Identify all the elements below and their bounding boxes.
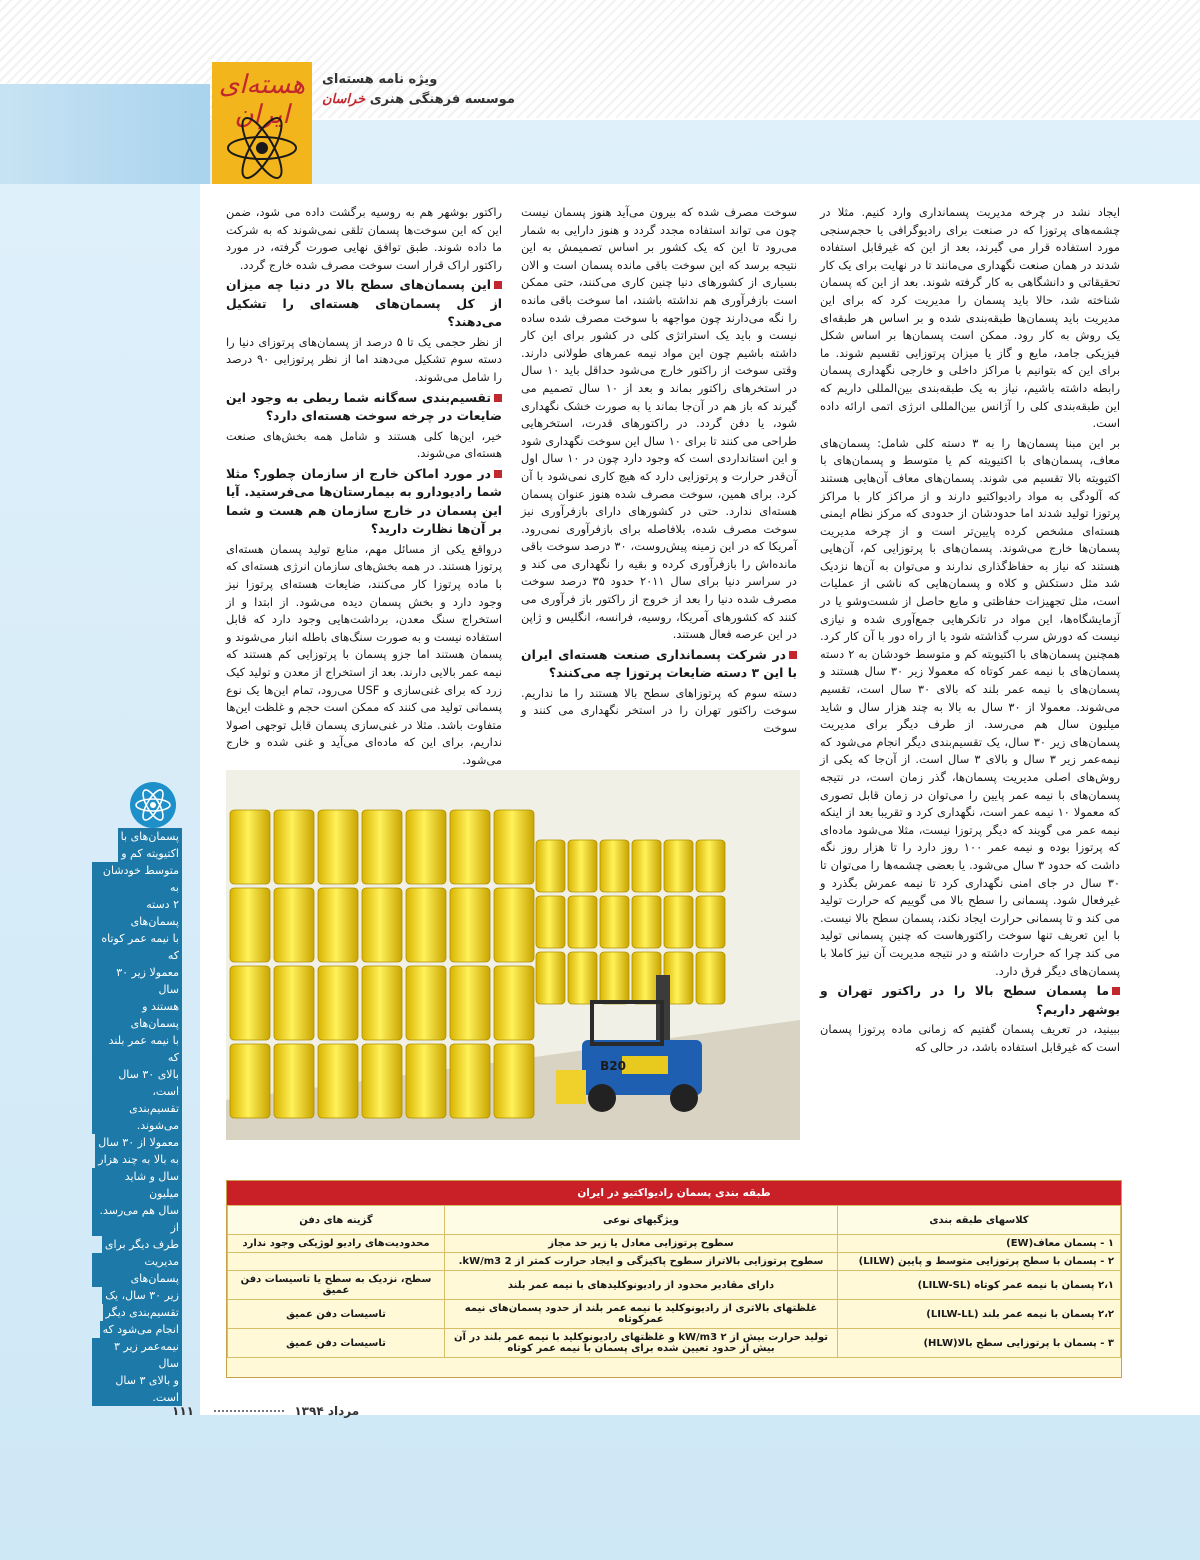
barrel — [230, 1044, 270, 1118]
table-row — [228, 1329, 1121, 1358]
sidebar-line: ۲ دسته پسمان‌های — [92, 896, 182, 930]
barrel — [568, 952, 597, 1004]
column3-answer-3: درواقع یکی از مسائل مهم، منابع تولید پسمان هسته‌ای پرتوزا هستند. در همه بخش‌های سازمان انرژی هسته‌ای که با ماده پرتوزا کار می‌کنند، ضایعات هسته‌ای پرتوزا نیز وجود دارد و بخش پسمان دیده می‌شود. از ابتدا و از استخراج سنگ معدن، برداشت‌هایی وجود دارد که قابل استفاده نیست و به صورت سنگ‌های باطله انبار می‌شوند و پسمان هستند اما جزو پسمان با پرتوزایی کم هستند که نیمه عمر بالایی دارند. بعد از استخراج از معدن و تولید کیک زرد که برای غنی‌سازی و USF می‌رود، تمام این‌ها یک نوع پسمانی تولید می کنند که ممکن است حجم و غلظت این‌ها متفاوت باشد. مثلا در غنی‌سازی پسمان قابل توجهی اصولا نداریم، برای این که ماده‌ای می‌آید و غنی شده و خارج می‌شود. — [226, 541, 502, 767]
barrel — [362, 810, 402, 884]
table-cell-disposal: تاسیسات دفن عمیق — [228, 1329, 445, 1358]
column2-question — [521, 646, 797, 683]
question-marker-icon — [1112, 987, 1120, 995]
barrel — [664, 840, 693, 892]
column3-question-3-text: در مورد اماکن خارج از سازمان چطور؟ مثلا شما رادیودارو به بیمارستان‌ها می‌فرستید. آیا این پسمان در خارج سازمان هم هست و شما بر آن‌ها نظارت دارید؟ — [226, 465, 502, 537]
barrel — [230, 810, 270, 884]
forklift-label: B20 — [600, 1059, 626, 1073]
column2-question-text: در شرکت پسمانداری صنعت هسته‌ای ایران با این ۳ دسته ضایعات پرتوزا چه می‌کنند؟ — [521, 646, 797, 681]
sidebar-atom-icon — [130, 782, 176, 828]
atom-icon — [224, 116, 300, 180]
barrel — [632, 840, 661, 892]
barrel — [318, 810, 358, 884]
sidebar-line: متوسط خودشان به — [92, 862, 182, 896]
barrel — [568, 840, 597, 892]
column3-question-2 — [226, 389, 502, 426]
barrel — [664, 896, 693, 948]
barrel — [274, 966, 314, 1040]
barrel — [406, 1044, 446, 1118]
barrel — [632, 896, 661, 948]
barrel — [696, 840, 725, 892]
barrel — [362, 1044, 402, 1118]
barrel — [600, 840, 629, 892]
sidebar-line: نیمه‌عمر زیر ۳ سال — [92, 1338, 182, 1372]
barrel — [450, 810, 490, 884]
column3-question-1 — [226, 276, 502, 332]
barrel — [230, 966, 270, 1040]
column3-answer-1: از نظر حجمی یک تا ۵ درصد از پسمان‌های پرتوزای دنیا را دسته سوم تشکیل می‌دهند اما از نظر پرتوزایی ۹۰ درصد را شامل می‌شوند. — [226, 334, 502, 385]
sidebar-line: طرف دیگر برای — [102, 1236, 182, 1253]
barrel — [274, 1044, 314, 1118]
table-cell-property: تولید حرارت بیش از kW/m3 ۲ و غلظتهای رادیونوکلید با نیمه عمر بلند در آن بیش از حدود تعیین شده برای پسمان با نیمه عمر کوتاه — [445, 1329, 838, 1358]
barrel — [318, 966, 358, 1040]
barrel — [450, 888, 490, 962]
column1-paragraph-1: ایجاد نشد در چرخه مدیریت پسمانداری وارد کنیم. مثلا در چشمه‌های پرتوزا که در صنعت برای رادیوگرافی یا حجم‌سنجی مورد استفاده قرار می گیرند، بعد از این که غیرقابل استفاده شدند در همان صنعت نگهداری می‌مانند تا در نهایت برای یک کار تحقیقاتی و دانشگاهی به کار گرفته شوند. بعد از این که پسمان شناخته شد، حالا باید پسمان را مدیریت کرد که برای این مدیریت باید پسمان‌ها طبقه‌بندی شده و بر اساس هر طبقه‌ای یک روش به کار رود. ممکن است پسمان‌ها بر اساس شکل فیزیکی جامد، مایع و گاز یا میزان پرتوزایی تقسیم شوند. ما برای این که بتوانیم با مراکز داخلی و خارجی نگهداری پسمان رابطه داشته باشیم، نیاز به یک طبقه‌بندی بین‌المللی داریم که این طبقه‌بندی کلی را آژانس بین‌المللی انرژی اتمی ارائه داده است. — [820, 205, 1120, 431]
radioactive-waste-table — [226, 1180, 1122, 1378]
sidebar-line: پسمان‌های با — [118, 828, 182, 845]
table-cell-disposal: تاسیسات دفن عمیق — [228, 1300, 445, 1329]
article-column-1 — [820, 204, 1120, 1058]
sidebar-line: بالای ۳۰ سال است، — [92, 1066, 182, 1100]
table-row — [228, 1253, 1121, 1271]
sidebar-line: هستند و پسمان‌های — [92, 998, 182, 1032]
barrel — [494, 966, 534, 1040]
table-cell-class: ۲ - پسمان با سطح پرتوزایی متوسط و پایین (LILW) — [838, 1253, 1121, 1271]
column1-paragraph-2: بر این مبنا پسمان‌ها را به ۳ دسته کلی شامل: پسمان‌های معاف، پسمان‌های با اکتیویته کم یا متوسط و پسمان‌های با اکتیویته بالا تقسیم می شوند. پسمان‌های معاف آن‌هایی هستند که آلودگی به مواد رادیواکتیو دارند و از مراکز کار با مراکز پرتوزا تولید شدند اما حدودشان از حدودی که مرکز نظام ایمنی هسته‌ای مشخص کرده پایین‌تر است و از چرخه مدیریت پسمان‌ها خارج می‌شوند. پسمان‌های با پرتوزایی کم، آن‌هایی هستند که نیاز به حفاظ‌گذاری ندارند و می‌توان به آن‌ها نزدیک شد مثل دستکش و کلاه و پسمان‌هایی که ناشی از عملیات است، مثل تجهیزات حفاظتی و مایع حاصل از شست‌وشو یا در آزمایشگاه‌ها، این مواد در تانکرهایی جمع‌آوری شده و نیازی نیست که دورش سرب گذاشته شود یا از راه دور با آن کار کرد. همچنین پسمان‌های با اکتیویته کم و متوسط خودشان به ۲ دسته پسمان‌های با نیمه عمر کوتاه که معمولا زیر ۳۰ سال هستند و پسمان‌های با نیمه عمر بلند که بالای ۳۰ سال است، تقسیم می‌شوند. معمولا از ۳۰ سال به بالا به چند هزار سال و شاید میلیون سال هم می‌رسد. از طرف دیگر برای مدیریت پسمان‌های زیر ۳۰ سال، یک تقسیم‌بندی دیگر انجام می‌شود که نیمه‌عمر زیر ۳ سال و بالای ۳ سال است. از آن‌جا که یکی از روش‌های اصلی مدیریت پسمان‌ها، گذر زمان است، در نتیجه پسمان‌های با نیمه عمر پایین را می‌توان در زمان قابل تصوری که معمولا ۱۰ نیمه عمر است، نگهداری کرد و تقریبا بعد از اینکه نیمه عمر می گویند که دیگر پرتوزا نیست، مثلا می‌شود ماده‌ای که پرتوزا بوده و نیمه عمر ۱۰۰ روز دارد را تا هزار روز نگه داشت که حدود ۳ سال می‌شود. یا بعضی چشمه‌ها را می‌توان تا ۳۰ سال در جای امنی نگهداری کرد تا نیمه عمرش بگذرد و غیرفعال شود. پسمانی را سطح بالا می گوییم که حرارت تولید می کند و تا پسمانی حرارت ایجاد نکند، پسمان سطح بالا نیست. با این تعریف تنها سوخت راکتورهاست که چنین پسمانی تولید می کند چرا که حرارت داشته و در نتیجه مدیریت آن نیز کاملا با پسمان‌های دیگر فرق دارد. — [820, 435, 1121, 978]
issue-date: مرداد ۱۳۹۴ — [294, 1404, 360, 1418]
question-marker-icon — [789, 651, 797, 659]
barrel — [318, 888, 358, 962]
question-marker-icon — [494, 470, 502, 478]
table-cell-property: سطوح پرتوزایی معادل یا زیر حد مجاز — [445, 1235, 838, 1253]
barrel — [568, 896, 597, 948]
barrel — [362, 966, 402, 1040]
barrel — [450, 1044, 490, 1118]
table-row — [228, 1300, 1121, 1329]
barrel — [600, 896, 629, 948]
barrel — [230, 888, 270, 962]
sidebar-line: معمولا از ۳۰ سال — [95, 1134, 182, 1151]
magazine-logo — [212, 62, 312, 184]
column3-answer-2: خیر، این‌ها کلی هستند و شامل همه بخش‌های صنعت هسته‌ای می‌شوند. — [226, 428, 502, 461]
barrel — [536, 952, 565, 1004]
barrel — [536, 840, 565, 892]
barrel — [536, 896, 565, 948]
table-row — [228, 1235, 1121, 1253]
sidebar-pull-quote — [92, 828, 182, 1406]
barrel — [362, 888, 402, 962]
table-cell-disposal: سطح، نزدیک به سطح یا تاسیسات دفن عمیق — [228, 1271, 445, 1300]
column2-tail: دسته سوم که پرتوزاهای سطح بالا هستند را ما نداریم. سوخت راکتور تهران را در استخر نگهداری می کنند و سوخت — [521, 685, 797, 736]
warehouse-barrels-photo — [226, 770, 800, 1140]
barrel — [600, 952, 629, 1004]
barrel — [274, 888, 314, 962]
column3-question-2-text: تقسیم‌بندی سه‌گانه شما ربطی به وجود این ضایعات در چرخه سوخت هسته‌ای دارد؟ — [226, 389, 502, 424]
barrel — [450, 966, 490, 1040]
publisher-accent: خراسان — [322, 92, 366, 107]
sidebar-line: مدیریت پسمان‌های — [92, 1253, 182, 1287]
table-row — [228, 1271, 1121, 1300]
table-cell-class: ۳ - پسمان با پرتوزایی سطح بالا(HLW) — [838, 1329, 1121, 1358]
sidebar-line: به بالا به چند هزار — [95, 1151, 182, 1168]
sidebar-line: و بالای ۳ سال است. — [92, 1372, 182, 1406]
publisher-prefix: موسسه فرهنگی هنری — [365, 92, 515, 107]
barrel — [494, 888, 534, 962]
classification-table — [227, 1205, 1121, 1358]
column1-question — [820, 982, 1120, 1019]
column3-question-1-text: این پسمان‌های سطح بالا در دنیا چه میزان از کل پسمان‌های هسته‌ای را تشکیل می‌دهند؟ — [226, 277, 502, 330]
sidebar-line: با نیمه عمر کوتاه که — [92, 930, 182, 964]
question-marker-icon — [494, 281, 502, 289]
table-cell-class: ۲،۱ پسمان با نیمه عمر کوتاه (LILW-SL) — [838, 1271, 1121, 1300]
column1-tail: ببینید، در تعریف پسمان گفتیم که زمانی ماده پرتوزا پسمان است که غیرقابل استفاده باشد، در حالی که — [820, 1022, 1120, 1054]
column1-question-text: ما پسمان سطح بالا را در راکتور تهران و بوشهر داریم؟ — [820, 983, 1120, 1017]
table-cell-property: غلظتهای بالاتری از رادیونوکلید با نیمه عمر بلند از حدود پسمان‌های نیمه عمرکوتاه — [445, 1300, 838, 1329]
special-issue-title: ویژه نامه هسته‌ای — [322, 72, 438, 87]
barrel — [406, 888, 446, 962]
page-number: ۱۱۱ — [172, 1404, 194, 1418]
table-cell-class: ۲،۲ پسمان با نیمه عمر بلند (LILW-LL) — [838, 1300, 1121, 1329]
article-column-2 — [521, 204, 797, 740]
sidebar-line: با نیمه عمر بلند که — [92, 1032, 182, 1066]
page-footer — [172, 1404, 359, 1418]
table-header-row — [228, 1206, 1121, 1235]
column3-intro: راکتور بوشهر هم به روسیه برگشت داده می شود، ضمن این که این سوخت‌ها پسمان تلقی نمی‌شوند که به شرکت ما داده شوند. طبق توافق نهایی صورت گرفته، در مورد راکتور اراک قرار است سوخت مصرف شده خارج گردد. — [226, 205, 502, 272]
sidebar-line: تقسیم‌بندی دیگر — [103, 1304, 182, 1321]
table-cell-disposal: محدودیت‌های رادیو لوژیکی وجود ندارد — [228, 1235, 445, 1253]
table-cell-property: سطوح پرتوزایی بالاتراز سطوح پاکیزگی و ایجاد حرارت کمتر از kW/m3 2. — [445, 1253, 838, 1271]
sidebar-line: انجام می‌شود که — [100, 1321, 182, 1338]
column3-question-3 — [226, 465, 502, 539]
question-marker-icon — [494, 394, 502, 402]
logo-script-text: هسته‌ای ایران — [218, 70, 306, 130]
table-cell-class: ۱ - پسمان معاف(EW) — [838, 1235, 1121, 1253]
barrels-illustration — [226, 770, 800, 1140]
header-classes: کلاسهای طبقه بندی — [838, 1206, 1121, 1235]
sidebar-line: سال هم می‌رسد. از — [92, 1202, 182, 1236]
header-properties: ویژگیهای نوعی — [445, 1206, 838, 1235]
sidebar-line: زیر ۳۰ سال، یک — [102, 1287, 182, 1304]
table-cell-property: دارای مقادیر محدود از رادیونوکلیدهای با نیمه عمر بلند — [445, 1271, 838, 1300]
barrel — [318, 1044, 358, 1118]
barrel — [274, 810, 314, 884]
barrel — [406, 810, 446, 884]
barrel — [494, 810, 534, 884]
column2-paragraph: سوخت مصرف شده که بیرون می‌آید هنوز پسمان نیست چون می تواند استفاده مجدد گردد و هنوز دارایی به شمار می‌رود تا این که یک کشور بر اساس تصمیمش به این نتیجه برسد که این سوخت باقی مانده پسمان است و الان بسیاری از کشورهای دنیا چنین کاری می‌کنند، حتی ممکن است بازفرآوری هم نداشته باشند، اما سوخت باقی مانده را نگه می‌دارند چون مواجهه با سوخت مصرف شده ساده نیست و باید یک استراتژی کلی در کشور برای این کار داشته باشیم چون این مواد نیمه عمرهای طولانی دارند. وقتی سوخت از راکتور خارج می‌شود حداقل باید ۱۰ سال در استخرهای راکتور بماند و بعد از ۱۰ سال تصمیم می گیرند که باز هم در آن‌جا بماند یا به صورت خشک نگهداری شود، یا دفن گردد. در راکتورهای قدرت، استخرهایی طراحی می کنند تا برای ۱۰ سال این سوخت نگهداری شود و این استانداردی است که وجود دارد چون در ۱۰ سال اول آن‌قدر حرارت و پرتوزایی دارد که هیچ کاری نمی‌شود با آن کرد. برای همین، سوخت مصرف شده هنوز عنوان پسمان هسته‌ای ندارد. حتی در کشورهای دارای بازفرآوری نیز سوخت مصرف شده، بلافاصله برای بازفرآوری نمی‌رود. آمریکا که در این زمینه پیش‌روست، ۳۰ درصد سوخت باقی مانده‌اش را بازفرآوری کرده و بقیه را نگهداری می کند و در سراسر دنیا برای سال ۲۰۱۱ حدود ۳۵ درصد سوخت مصرف شده دنیا را بعد از خروج از راکتور باز فرآوری می کنند که کشورهای آمریکا، روسیه، فرانسه، انگلیس و ژاپن در این عرصه فعال هستند. — [521, 205, 798, 642]
footer-divider — [214, 1410, 284, 1412]
table-cell-disposal — [228, 1253, 445, 1271]
sidebar-line: سال و شاید میلیون — [92, 1168, 182, 1202]
barrel — [406, 966, 446, 1040]
table-title: طبقه بندی پسمان رادیواکتیو در ایران — [227, 1181, 1121, 1205]
publisher-name — [322, 92, 515, 107]
sidebar-line: تقسیم‌بندی می‌شوند. — [92, 1100, 182, 1134]
barrel — [494, 1044, 534, 1118]
sidebar-line: اکتیویته کم و — [118, 845, 182, 862]
header-disposal: گزینه های دفن — [228, 1206, 445, 1235]
article-column-3 — [226, 204, 502, 772]
barrel — [696, 952, 725, 1004]
header-blue-band — [0, 84, 210, 184]
barrel — [696, 896, 725, 948]
sidebar-line: معمولا زیر ۳۰ سال — [92, 964, 182, 998]
